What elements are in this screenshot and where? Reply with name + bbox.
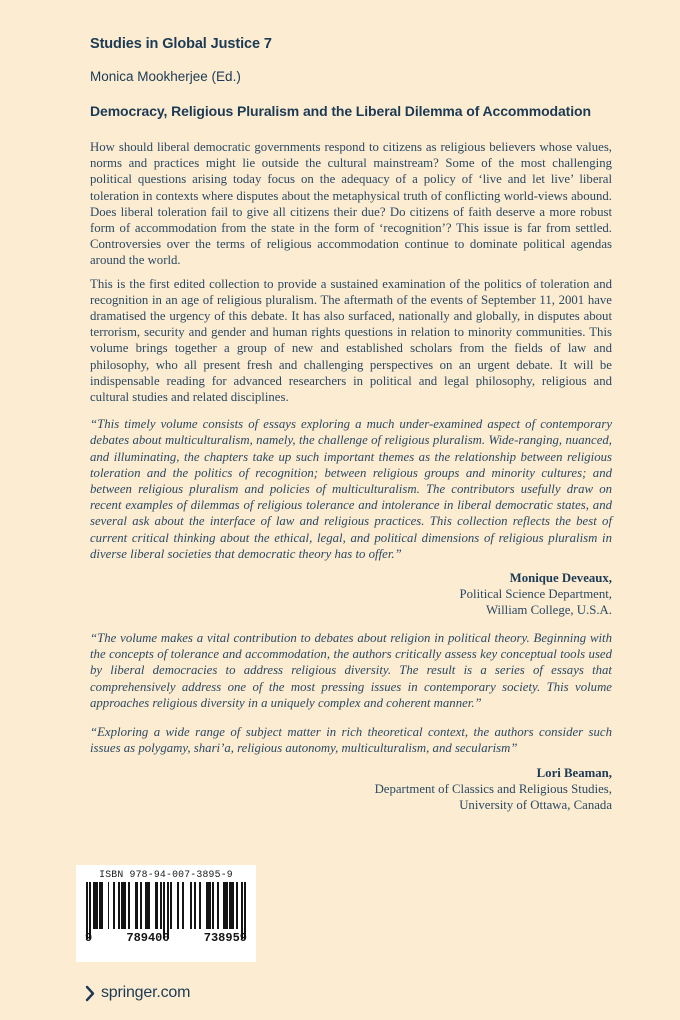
endorsement-quote-3: “Exploring a wide range of subject matter in rich theoretical context, the authors consider such issues as polygamy, shari’a, religious autonomy, multiculturalism, and secularism” (90, 725, 612, 756)
endorsement-attribution-1 (90, 570, 612, 618)
endorser-affiliation-2-line-2: University of Ottawa, Canada (459, 797, 612, 812)
barcode-digit-group-2: 789400 (126, 931, 170, 945)
isbn-barcode (76, 865, 256, 962)
endorsement-quote-1: “This timely volume consists of essays exploring a much under-examined aspect of contemporary debates about multiculturalism, namely, the challenge of religious pluralism. Wide-ranging, nuanced, and illuminating, the chapters take up such important themes as the relationship between religious toleration and the politics of recognition; between religious groups and minority cultures; and between religious pluralism and policies of multiculturalism. The contributors usefully draw on recent examples of dilemmas of religious tolerance and intolerance in liberal democratic states, and several ask about the interface of law and religious practices. This collection reflects the best of current critical thinking about the ethical, legal, and political dimensions of religious pluralism in diverse liberal societies that democratic theory has to offer.” (90, 417, 612, 561)
endorser-affiliation-1-line-2: William College, U.S.A. (485, 603, 612, 618)
endorsement-attribution-2 (90, 765, 612, 813)
publisher-footer (85, 984, 190, 1002)
book-title: Democracy, Religious Pluralism and the Liberal Dilemma of Accommodation (90, 103, 591, 119)
endorser-affiliation-2-line-1: Department of Classics and Religious Studies, (374, 781, 612, 796)
publisher-url: springer.com (101, 984, 191, 1001)
chevron-right-icon (85, 985, 95, 1002)
endorser-name-1: Monique Deveaux, (509, 571, 612, 586)
endorsement-quote-2: “The volume makes a vital contribution to debates about religion in political theory. Beginning with the concepts of tolerance and accommodation, the authors critically assess key conceptual tools used by liberal democracies to address religious diversity. The result is a series of essays that comprehensively address one of the most pressing issues in contemporary society. This volume approaches religious diversity in a uniquely complex and coherent manner.” (90, 631, 612, 710)
synopsis-paragraph-1: How should liberal democratic governments respond to citizens as religious believers whose values, norms and practices might lie outside the cultural mainstream? Some of the most challenging political questions arising today focus on the adequacy of a policy of ‘live and let live’ liberal toleration in contexts where disputes about the metaphysical truth of conflicting world-views abound. Does liberal toleration fail to give all citizens their due? Do citizens of faith deserve a more robust form of accommodation from the state in the form of ‘recognition’? This issue is far from settled. Controversies over the terms of religious accommodation continue to dominate political agendas around the world. (90, 140, 612, 268)
series-title: Studies in Global Justice 7 (90, 36, 272, 52)
synopsis-paragraph-2: This is the first edited collection to provide a sustained examination of the politics of toleration and recognition in an age of religious pluralism. The aftermath of the events of September 11, 2001 have dramatised the urgency of this debate. It has also surfaced, nationally and globally, in disputes about terrorism, security and gender and human rights questions in relation to minority communities. This volume brings together a group of new and established scholars from the fields of law and philosophy, who all present fresh and challenging perspectives on an urgent debate. It will be indispensable reading for advanced researchers in political and legal philosophy, religious and cultural studies and related disciplines. (90, 276, 612, 405)
endorser-name-2: Lori Beaman, (536, 765, 612, 780)
barcode-digits (84, 931, 248, 945)
isbn-label: ISBN 978-94-007-3895-9 (99, 869, 233, 880)
barcode-digit-group-3: 738959 (203, 931, 247, 945)
barcode-digit-group-1: 9 (85, 931, 93, 945)
editor-name: Monica Mookherjee (Ed.) (90, 69, 241, 84)
endorser-affiliation-1-line-1: Political Science Department, (459, 587, 612, 602)
